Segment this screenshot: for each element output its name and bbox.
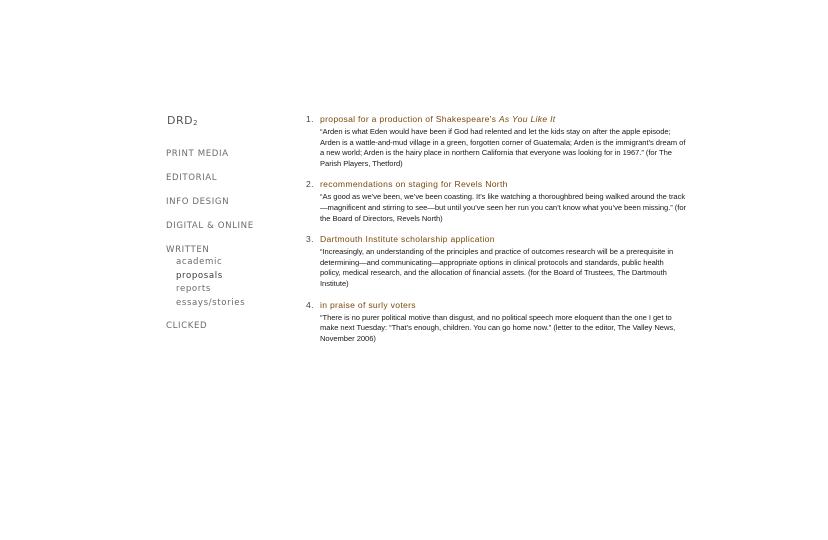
entry-title: Dartmouth Institute scholarship application [320,234,495,245]
nav-info-design[interactable]: INFO DESIGN [166,197,230,207]
entry-heading [306,179,686,190]
entry-title: recommendations on staging for Revels North [320,179,508,190]
entry-quote: “There is no purer political motive than disgust, and no political speech more eloquent than the one I get to make next Tuesday: “That’s enough, children. You can go home now.” (letter to the editor, The Valley News, November 2006) [320,312,676,343]
written-submenu [166,256,286,310]
entry-title [320,114,555,125]
nav-digital-online[interactable]: DIGITAL & ONLINE [166,221,254,231]
entry-heading [306,234,686,245]
nav-written[interactable]: WRITTEN [166,245,210,255]
entry-heading [306,114,686,125]
entry-number: 1. [306,114,314,124]
nav-clicked[interactable]: CLICKED [166,321,208,332]
nav-print-media[interactable]: PRINT MEDIA [166,149,229,159]
entry-number: 2. [306,179,314,190]
list-item [306,234,686,289]
logo-text: DRD [167,114,194,127]
entry-title-text: proposal for a production of Shakespeare's [320,114,499,124]
entry-quote: “Increasingly, an understanding of the principles and practice of outcomes research will be a prerequisite in determining—and communicating—appropriate options in clinical protocols and standards, public health policy, medical research, and the allocation of financial assets. (for the Board of Trustees, The Dartmouth Institute) [320,247,674,288]
entry-title-italic: As You Like It [498,114,556,124]
nav-sub-reports[interactable]: reports [176,284,211,295]
list-item [306,179,686,224]
list-item [306,300,686,345]
nav-sub-essays[interactable]: essays/stories [176,297,246,308]
entry-title: in praise of surly voters [320,299,416,310]
entry-quote: “Arden is what Eden would have been if God had relented and let the kids stay on after the apple episode; Arden is a wattle-and-mud village in a green, forgotten corner of Guatemala; Arden is the immigrant’s dream of a new world; Arden is the hairy place in northern California that everyone was looking for in 1967.” (for The Parish Players, Thetford) [320,127,686,168]
entry-number: 3. [306,234,314,245]
sidebar-nav [166,148,286,344]
nav-editorial[interactable]: EDITORIAL [166,173,218,183]
entry-number: 4. [306,299,314,310]
nav-sub-academic[interactable]: academic [176,257,223,267]
nav-sub-proposals[interactable]: proposals [176,270,223,281]
site-logo[interactable] [167,114,198,127]
entry-heading [306,300,686,311]
entry-quote: “As good as we’ve been, we’ve been coasting. It’s like watching a thoroughbred being walked around the track—magnificent and stirring to see—but until you’ve seen her run you can’t know what you’ve been missing.” (for the Board of Directors, Revels North) [320,192,686,223]
proposals-list [306,114,686,354]
list-item [306,114,686,169]
logo-subscript: 2 [193,119,199,127]
